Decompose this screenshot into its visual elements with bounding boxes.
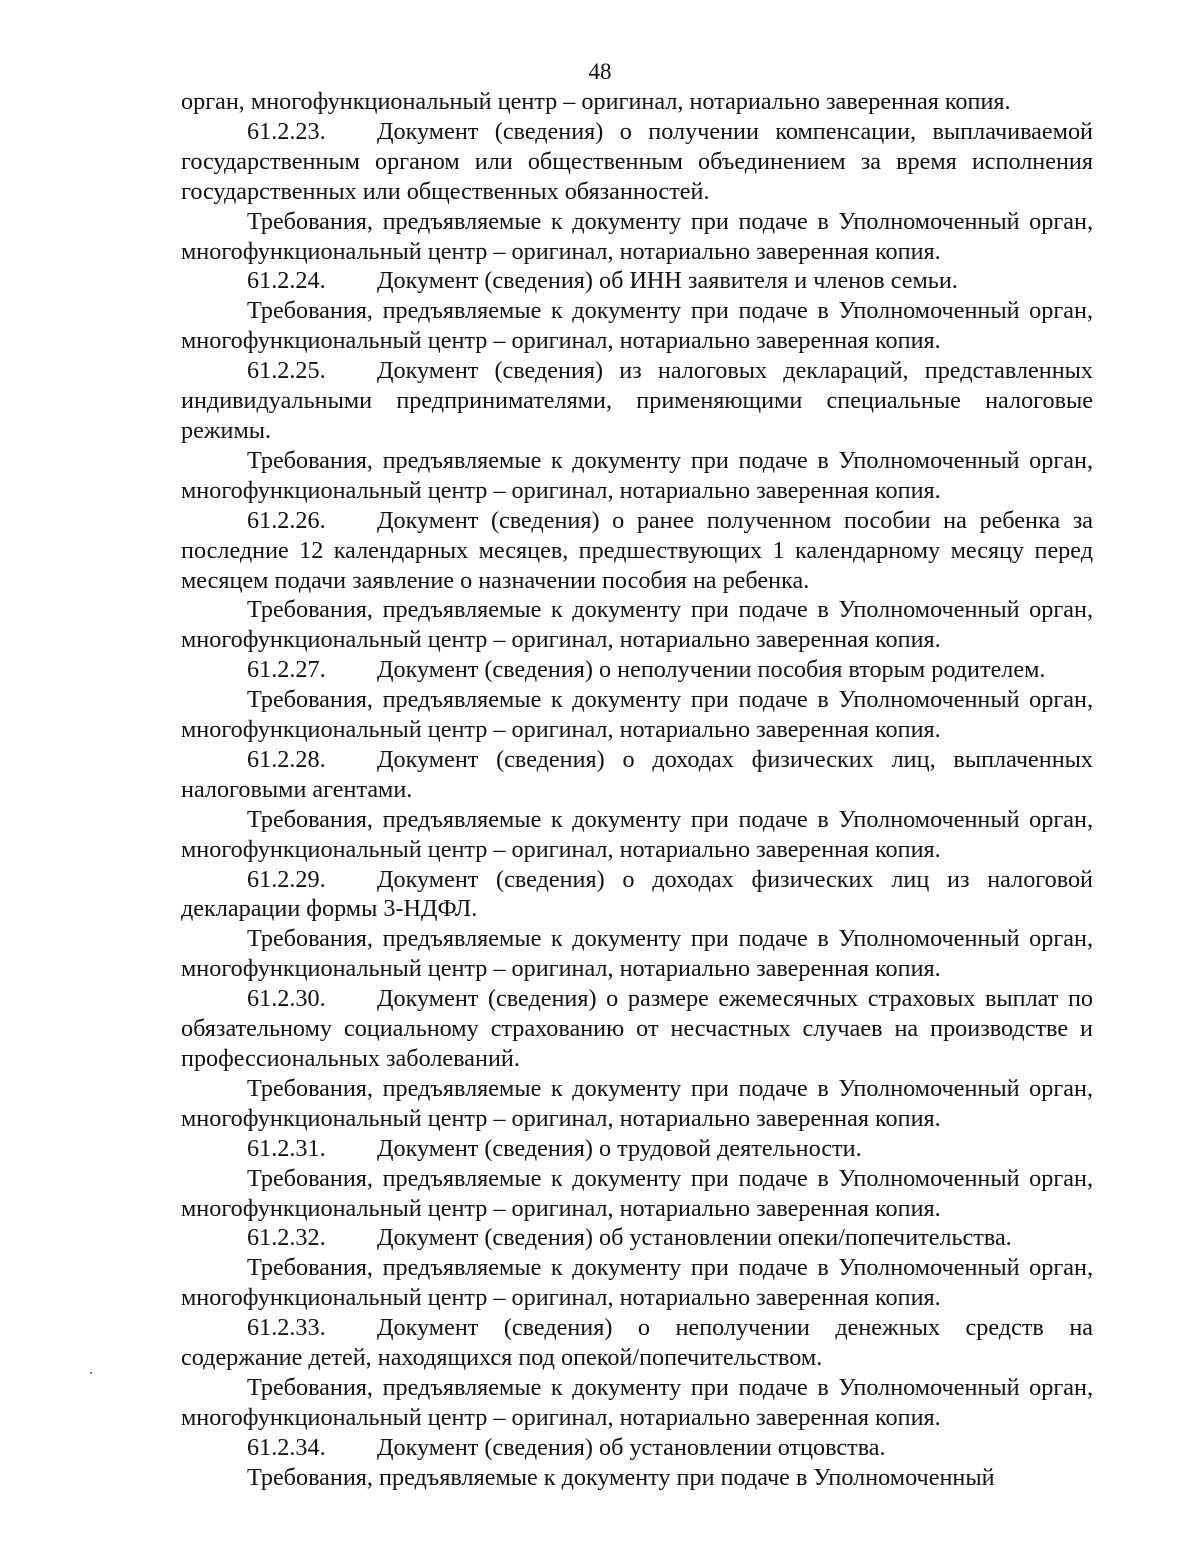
document-body — [181, 87, 1093, 1493]
list-item — [181, 266, 1093, 296]
requirement-text: Требования, предъявляемые к документу при подаче в Уполномоченный орган, многофункциональный центр – оригинал, нотариально заверенная копия. — [181, 297, 1093, 355]
item-text: Документ (сведения) о доходах физических лиц из налоговой декларации формы 3-НДФЛ. — [181, 865, 1093, 923]
requirement-text: Требования, предъявляемые к документу при подаче в Уполномоченный орган, многофункциональный центр – оригинал, нотариально заверенная копия. — [181, 805, 1093, 863]
item-text: Документ (сведения) об установлении отцовства. — [377, 1433, 886, 1461]
item-number: 61.2.33. — [247, 1314, 326, 1342]
list-item — [181, 356, 1093, 446]
item-number: 61.2.25. — [247, 357, 326, 385]
item-text: Документ (сведения) о получении компенсации, выплачиваемой государственным органом или общественным объединением за время исполнения государственных или общественных обязанностей. — [181, 117, 1093, 205]
item-number: 61.2.28. — [247, 745, 326, 773]
item-number: 61.2.31. — [247, 1134, 326, 1162]
requirement-text: Требования, предъявляемые к документу при подаче в Уполномоченный орган, многофункциональный центр – оригинал, нотариально заверенная копия. — [181, 1254, 1093, 1312]
item-text: Документ (сведения) о неполучении пособия вторым родителем. — [377, 656, 1046, 684]
list-item — [181, 1313, 1093, 1373]
requirement-text: Требования, предъявляемые к документу при подаче в Уполномоченный — [247, 1463, 995, 1491]
item-text: Документ (сведения) об установлении опеки/попечительства. — [377, 1224, 1012, 1252]
list-item — [181, 865, 1093, 925]
item-text: Документ (сведения) о размере ежемесячных страховых выплат по обязательному социальному страхованию от несчастных случаев на производстве и профессиональных заболеваний. — [181, 985, 1093, 1072]
page-number: 48 — [588, 59, 612, 84]
list-item — [181, 984, 1093, 1074]
list-item — [181, 745, 1093, 805]
item-number: 61.2.26. — [247, 506, 326, 534]
item-number: 61.2.30. — [247, 985, 326, 1013]
item-number: 61.2.27. — [247, 656, 326, 684]
item-text: Документ (сведения) из налоговых деклараций, представленных индивидуальными предпринимателями, применяющими специальные налоговые режимы. — [181, 357, 1093, 444]
item-text: Документ (сведения) о ранее полученном пособии на ребенка за последние 12 календарных месяцев, предшествующих 1 календарному месяцу перед месяцем подачи заявление о назначении пособия на ребенка. — [181, 506, 1093, 594]
requirement-text: Требования, предъявляемые к документу при подаче в Уполномоченный орган, многофункциональный центр – оригинал, нотариально заверенная копия. — [181, 686, 1093, 744]
list-item — [181, 1433, 1093, 1463]
item-number: 61.2.24. — [247, 267, 326, 295]
requirement-text: Требования, предъявляемые к документу при подаче в Уполномоченный орган, многофункциональный центр – оригинал, нотариально заверенная копия. — [181, 446, 1093, 504]
scan-speck — [90, 1372, 92, 1374]
item-text: Документ (сведения) о неполучении денежных средств на содержание детей, находящихся под опекой/попечительством. — [181, 1314, 1093, 1372]
requirement-text: Требования, предъявляемые к документу при подаче в Уполномоченный орган, многофункциональный центр – оригинал, нотариально заверенная копия. — [181, 925, 1093, 983]
item-text: Документ (сведения) о доходах физических лиц, выплаченных налоговыми агентами. — [181, 745, 1093, 803]
list-item — [181, 1223, 1093, 1253]
requirement-text: Требования, предъявляемые к документу при подаче в Уполномоченный орган, многофункциональный центр – оригинал, нотариально заверенная копия. — [181, 1164, 1093, 1222]
item-number: 61.2.29. — [247, 865, 326, 893]
list-item — [181, 655, 1093, 685]
item-number: 61.2.32. — [247, 1224, 326, 1252]
requirement-text: Требования, предъявляемые к документу при подаче в Уполномоченный орган, многофункциональный центр – оригинал, нотариально заверенная копия. — [181, 1074, 1093, 1132]
item-number: 61.2.23. — [247, 117, 326, 145]
item-number: 61.2.34. — [247, 1433, 326, 1461]
opening-line: орган, многофункциональный центр – оригинал, нотариально заверенная копия. — [181, 88, 1011, 115]
requirement-text: Требования, предъявляемые к документу при подаче в Уполномоченный орган, многофункциональный центр – оригинал, нотариально заверенная копия. — [181, 596, 1093, 654]
list-item — [181, 506, 1093, 596]
list-item — [181, 1134, 1093, 1164]
requirement-text: Требования, предъявляемые к документу при подаче в Уполномоченный орган, многофункциональный центр – оригинал, нотариально заверенная копия. — [181, 1373, 1093, 1431]
list-item — [181, 117, 1093, 207]
item-text: Документ (сведения) о трудовой деятельности. — [377, 1134, 862, 1162]
requirement-text: Требования, предъявляемые к документу при подаче в Уполномоченный орган, многофункциональный центр – оригинал, нотариально заверенная копия. — [181, 207, 1093, 265]
item-text: Документ (сведения) об ИНН заявителя и членов семьи. — [377, 267, 958, 295]
